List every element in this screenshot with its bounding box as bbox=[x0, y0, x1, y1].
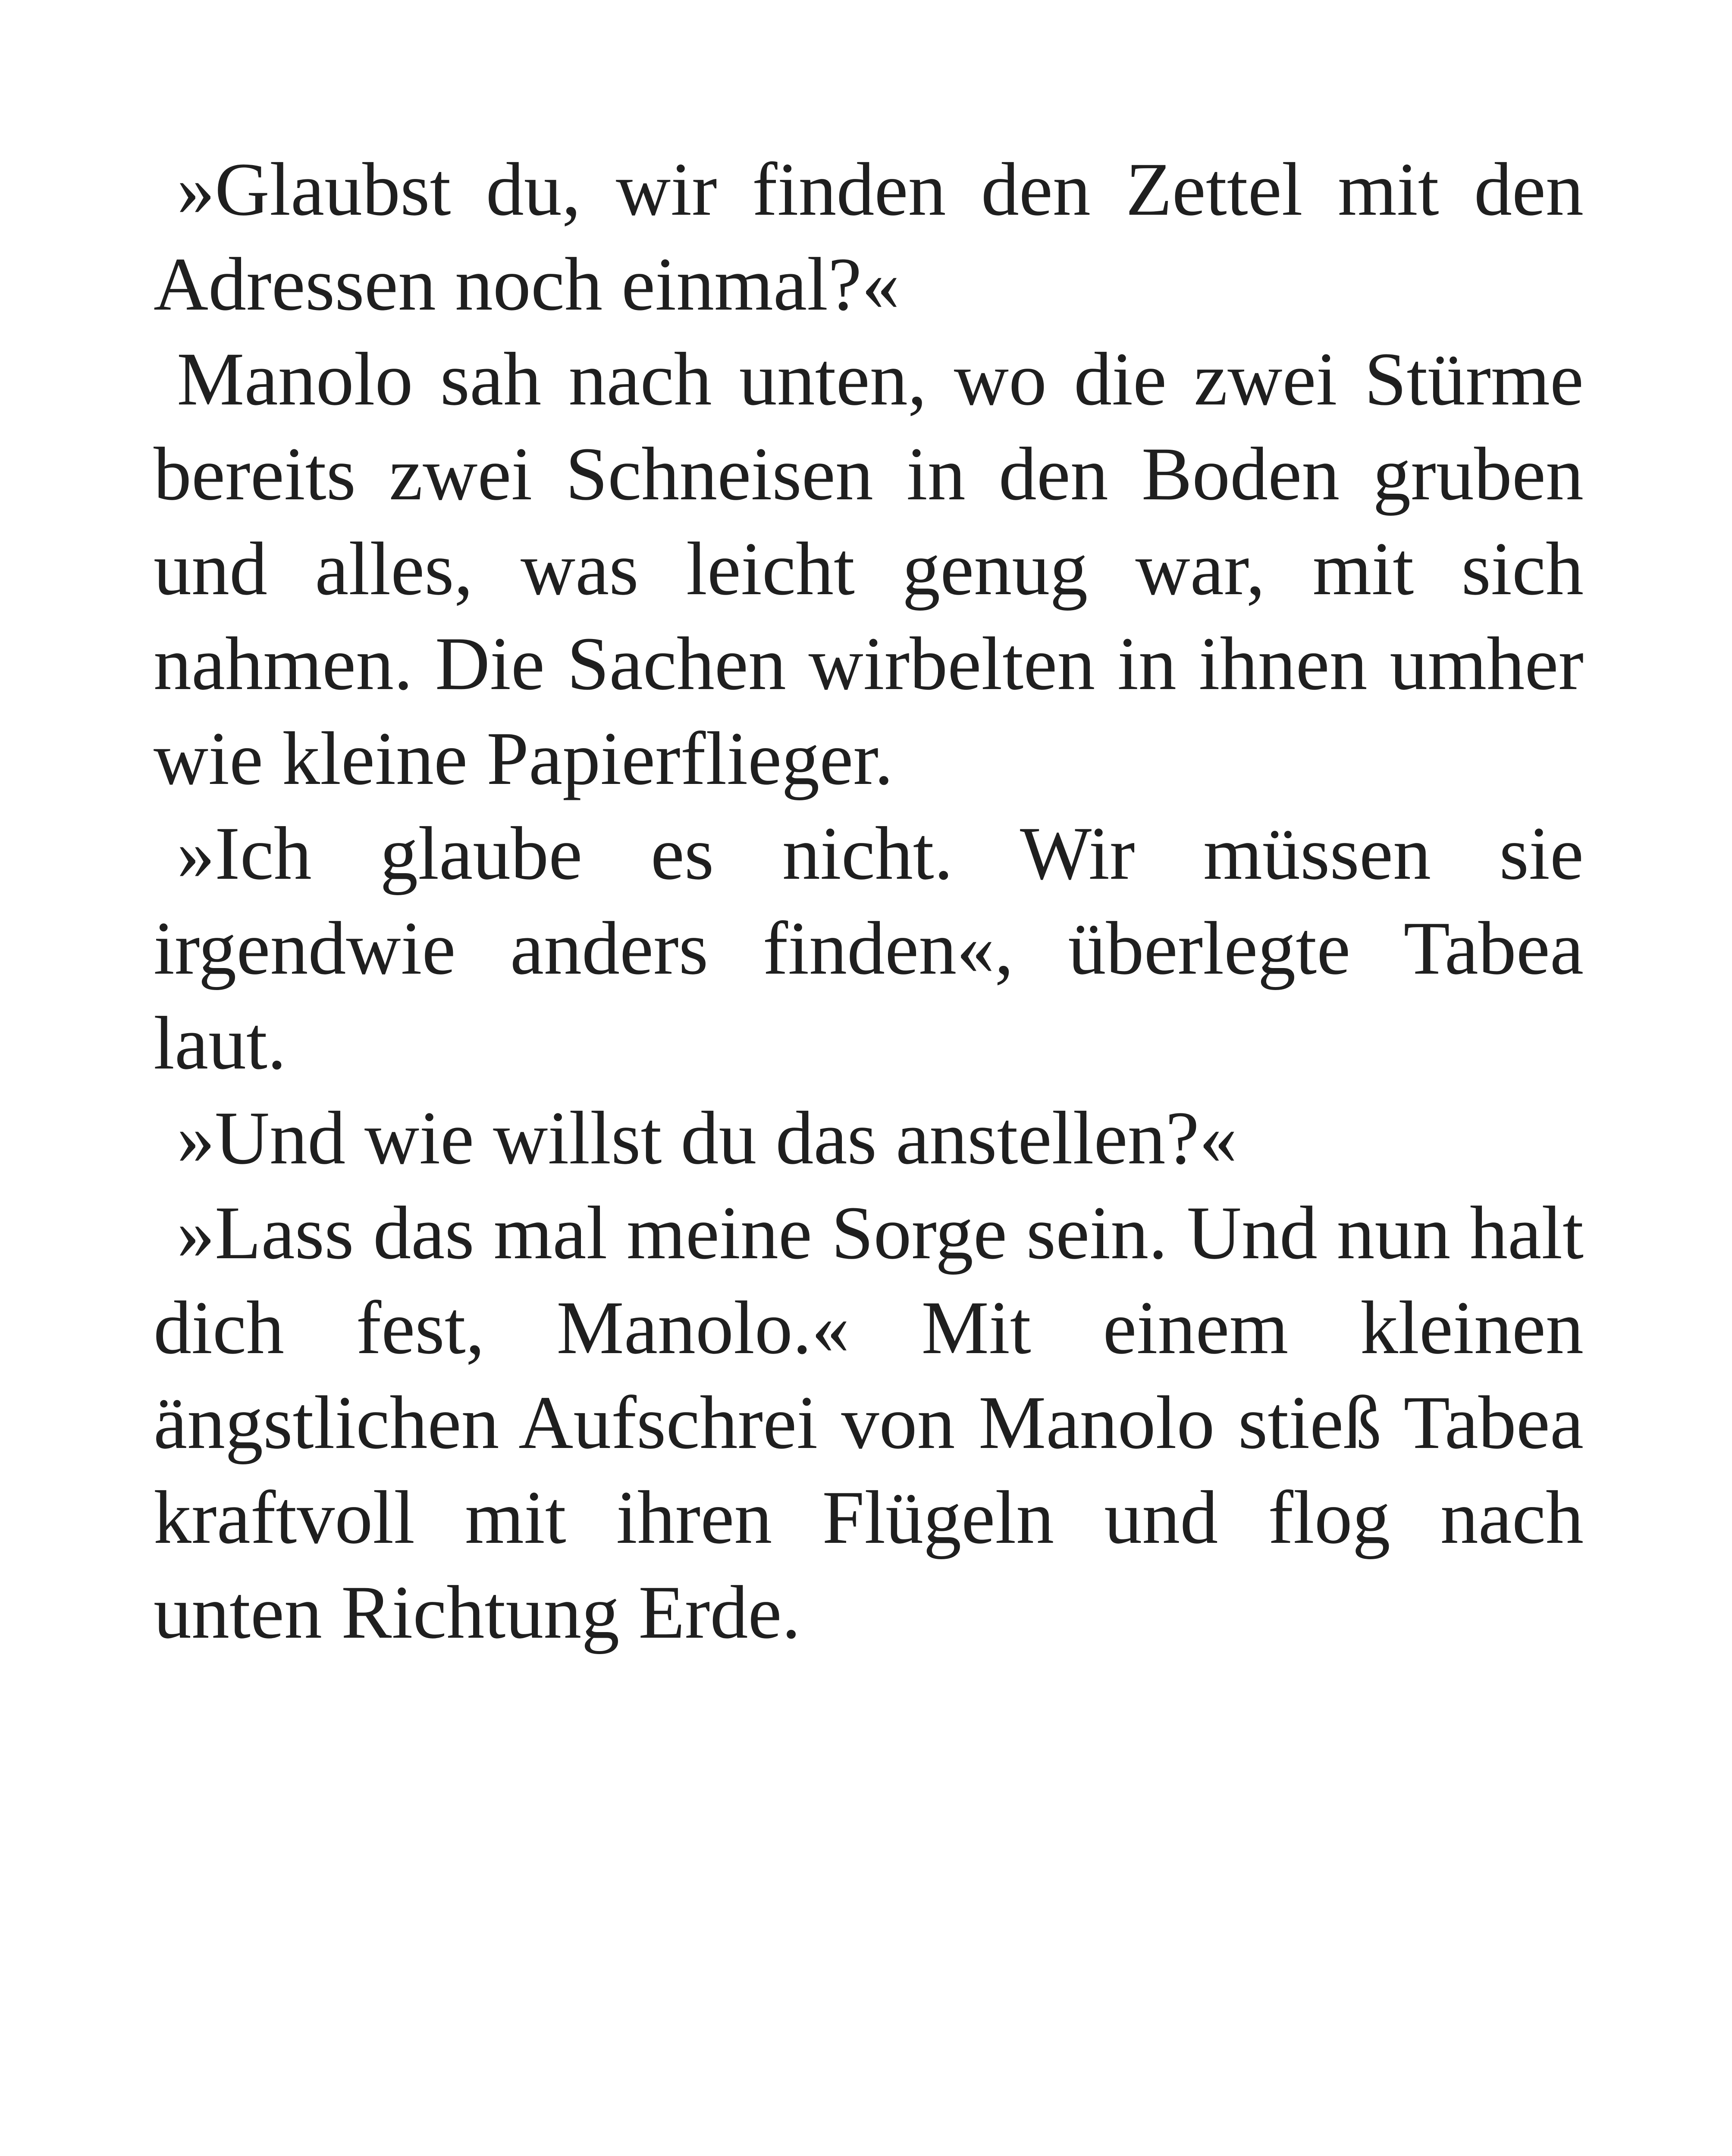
paragraph: »Und wie willst du das anstellen?« bbox=[177, 1096, 1237, 1180]
paragraph: »Glaubst du, wir finden den Zettel mit den Adressen noch einmal?« bbox=[154, 147, 1584, 326]
paragraph: »Lass das mal meine Sorge sein. Und nun halt dich fest, Manolo.« Mit einem kleinen ängstlichen Aufschrei von Manolo stieß Tabea kraftvoll mit ihren Flügeln und flog nach unten Richtung Erde. bbox=[154, 1191, 1584, 1655]
body-text bbox=[154, 142, 1584, 1660]
paragraph: Manolo sah nach unten, wo die zwei Stürme bereits zwei Schneisen in den Boden gruben und alles, was leicht genug war, mit sich nahmen. Die Sachen wirbelten in ihnen umher wie kleine Papierflieger. bbox=[154, 337, 1584, 801]
paragraph: »Ich glaube es nicht. Wir müssen sie irgendwie anders finden«, überlegte Tabea laut. bbox=[154, 812, 1584, 1085]
